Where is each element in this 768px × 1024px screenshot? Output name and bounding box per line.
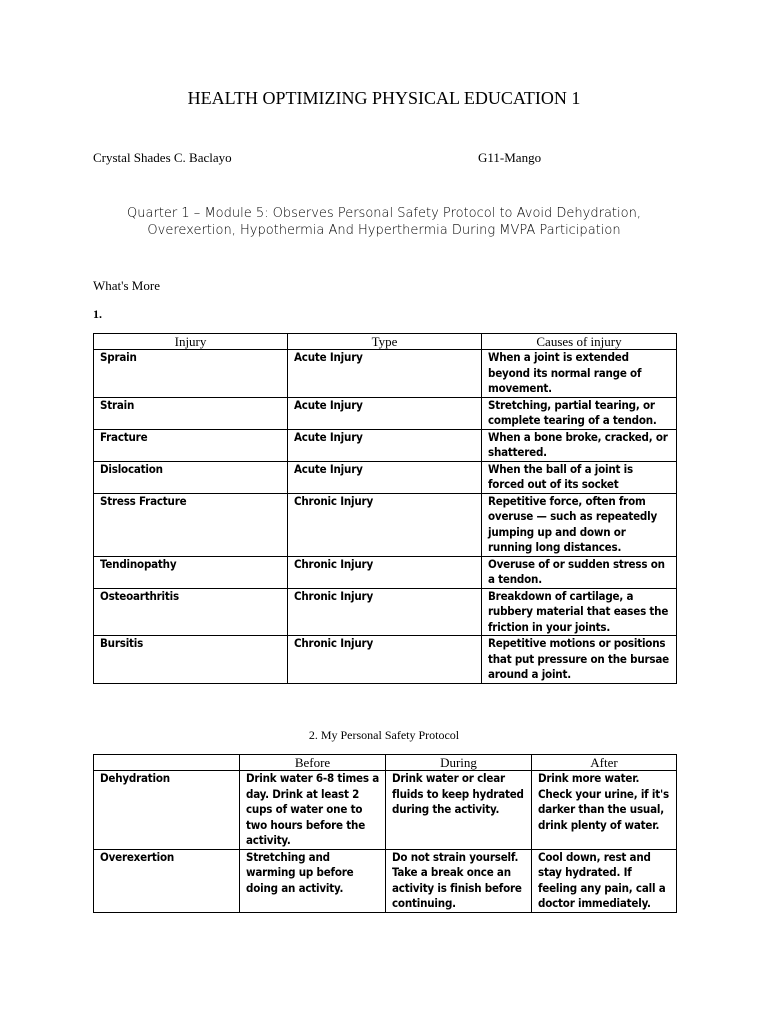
table-cell: Overexertion (94, 849, 240, 912)
table-cell: Do not strain yourself. Take a break once an activity is finish before continuing. (386, 849, 532, 912)
table-header-row (94, 334, 677, 350)
page-title: HEALTH OPTIMIZING PHYSICAL EDUCATION 1 (187, 88, 581, 108)
protocol-caption: 2. My Personal Safety Protocol (308, 728, 460, 742)
table-cell: Stretching and warming up before doing an activity. (240, 849, 386, 912)
table-cell: Drink more water. Check your urine, if it's darker than the usual, drink plenty of water. (532, 771, 677, 850)
table-cell: Bursitis (94, 636, 288, 684)
section-heading: What's More (93, 278, 160, 293)
table-row (94, 771, 677, 850)
table-cell: Chronic Injury (288, 588, 482, 636)
table-cell: Osteoarthritis (94, 588, 288, 636)
table-row (94, 636, 677, 684)
table-cell: Chronic Injury (288, 493, 482, 556)
table-row (94, 493, 677, 556)
table-cell: Drink water or clear fluids to keep hydrated during the activity. (386, 771, 532, 850)
column-header: During (386, 755, 532, 771)
column-header: Causes of injury (482, 334, 677, 350)
table-row (94, 849, 677, 912)
table-cell: Overuse of or sudden stress on a tendon. (482, 556, 677, 588)
table-row (94, 588, 677, 636)
column-header (94, 755, 240, 771)
table-cell: Acute Injury (288, 350, 482, 398)
injury-table (93, 333, 677, 684)
table-cell: Breakdown of cartilage, a rubbery material that eases the friction in your joints. (482, 588, 677, 636)
table-cell: Fracture (94, 429, 288, 461)
table-cell: Drink water 6-8 times a day. Drink at least 2 cups of water one to two hours before the activity. (240, 771, 386, 850)
table-row (94, 429, 677, 461)
table-cell: Repetitive motions or positions that put pressure on the bursae around a joint. (482, 636, 677, 684)
table-cell: When a bone broke, cracked, or shattered. (482, 429, 677, 461)
item-number-1: 1. (93, 307, 102, 321)
column-header: Before (240, 755, 386, 771)
table-cell: Acute Injury (288, 397, 482, 429)
table-cell: When the ball of a joint is forced out of its socket (482, 461, 677, 493)
table-cell: When a joint is extended beyond its normal range of movement. (482, 350, 677, 398)
table-row (94, 350, 677, 398)
table-cell: Stretching, partial tearing, or complete tearing of a tendon. (482, 397, 677, 429)
table-cell: Acute Injury (288, 461, 482, 493)
student-section: G11-Mango (478, 150, 542, 165)
table-cell: Cool down, rest and stay hydrated. If feeling any pain, call a doctor immediately. (532, 849, 677, 912)
student-name: Crystal Shades C. Baclayo (93, 150, 232, 165)
table-cell: Dehydration (94, 771, 240, 850)
table-cell: Chronic Injury (288, 636, 482, 684)
table-row (94, 461, 677, 493)
module-title-line-2: Overexertion, Hypothermia And Hyperthermia During MVPA Participation (147, 223, 621, 238)
table-header-row (94, 755, 677, 771)
column-header: After (532, 755, 677, 771)
table-cell: Chronic Injury (288, 556, 482, 588)
column-header: Type (288, 334, 482, 350)
table-cell: Tendinopathy (94, 556, 288, 588)
module-title (0, 205, 768, 239)
table-cell: Stress Fracture (94, 493, 288, 556)
table-cell: Strain (94, 397, 288, 429)
module-title-line-1: Quarter 1 – Module 5: Observes Personal Safety Protocol to Avoid Dehydration, (127, 206, 641, 221)
table-cell: Acute Injury (288, 429, 482, 461)
table-row (94, 397, 677, 429)
table-cell: Sprain (94, 350, 288, 398)
column-header: Injury (94, 334, 288, 350)
table-cell: Repetitive force, often from overuse — such as repeatedly jumping up and down or running long distances. (482, 493, 677, 556)
table-cell: Dislocation (94, 461, 288, 493)
table-row (94, 556, 677, 588)
safety-protocol-table (93, 754, 677, 913)
